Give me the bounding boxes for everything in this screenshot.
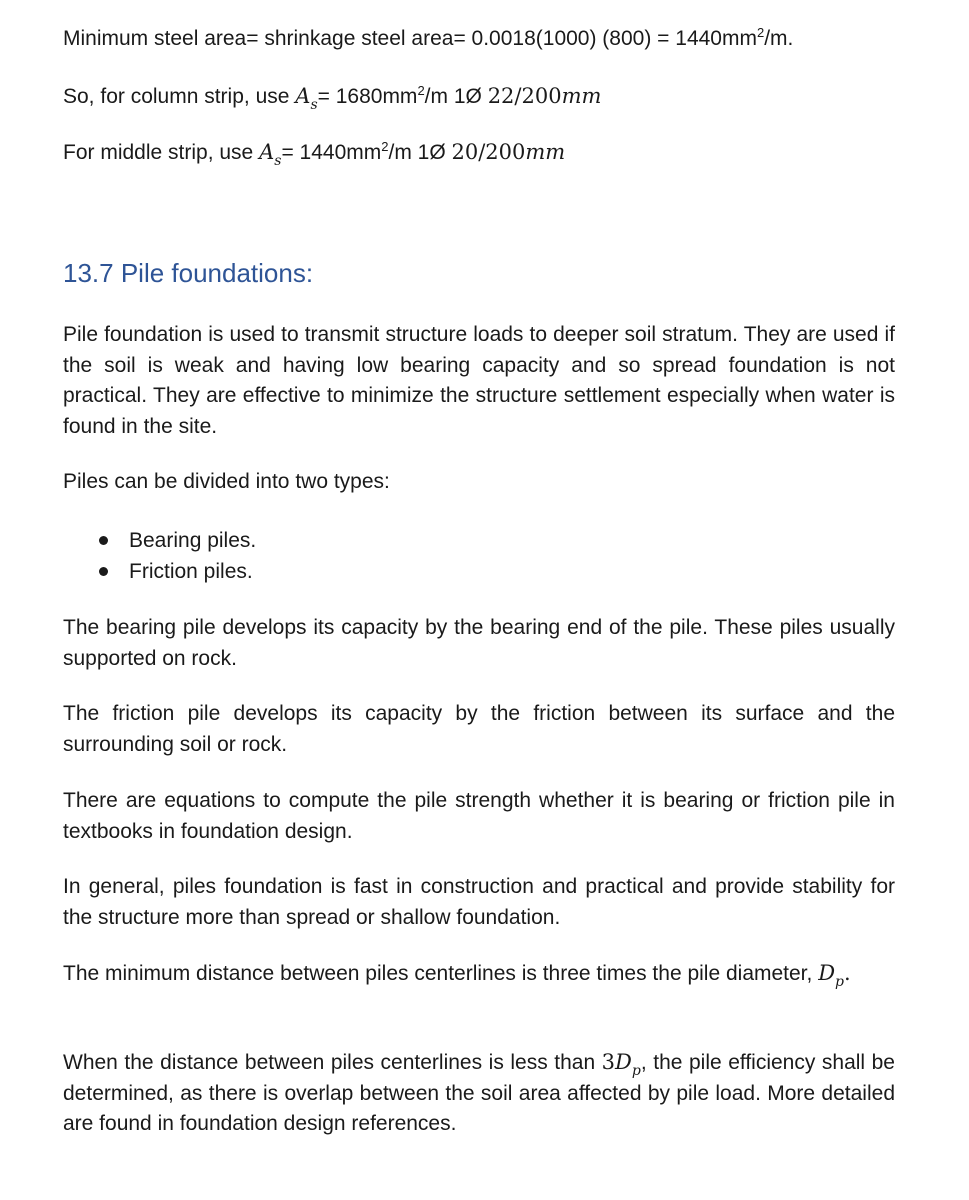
list-item-text: Friction piles. — [129, 560, 253, 583]
period: . — [844, 961, 851, 985]
bar-spec: 22/200 — [487, 84, 562, 108]
bearing-pile-paragraph: The bearing pile develops its capacity by the bearing end of the pile. These piles usually supported on rock. — [63, 616, 895, 670]
math-unit: mm — [525, 140, 566, 164]
friction-pile-paragraph: The friction pile develops its capacity by the friction between its surface and the surrounding soil or rock. — [63, 702, 895, 756]
general-paragraph: In general, piles foundation is fast in construction and practical and provide stability for the structure more than spread or shallow foundation. — [63, 875, 895, 929]
middle-strip-label: For middle strip, use — [63, 141, 260, 164]
types-intro-paragraph: Piles can be divided into two types: — [63, 470, 390, 493]
math-variable: A — [295, 84, 311, 108]
min-distance-text: The minimum distance between piles centerlines is three times the pile diameter, — [63, 962, 813, 985]
math-subscript: p — [631, 1063, 641, 1079]
min-steel-area-text: Minimum steel area= shrinkage steel area= 0.0018(1000) (800) = 1440mm — [63, 27, 757, 50]
unit-text: /m. — [764, 27, 794, 50]
steel-area-value: = 1440mm — [281, 141, 382, 164]
superscript: 2 — [756, 25, 765, 40]
pile-types-list — [99, 525, 256, 587]
math-subscript: p — [835, 974, 845, 990]
math-subscript: s — [310, 97, 318, 113]
list-item-text: Bearing piles. — [129, 529, 257, 552]
column-strip-label: So, for column strip, use — [63, 85, 296, 108]
bar-count: /m 1Ø — [424, 85, 488, 108]
efficiency-text: When the distance between piles centerlines is less than — [63, 1051, 602, 1074]
equations-paragraph: There are equations to compute the pile strength whether it is bearing or friction pile in textbooks in foundation design. — [63, 789, 895, 843]
steel-area-value: = 1680mm — [317, 85, 418, 108]
efficiency-paragraph — [63, 1047, 895, 1140]
superscript: 2 — [381, 139, 389, 154]
superscript: 2 — [417, 83, 425, 98]
intro-paragraph: Pile foundation is used to transmit structure loads to deeper soil stratum. They are used if the soil is weak and having low bearing capacity and so spread foundation is not practical. They are effective to minimize the structure settlement especially when water is found in the site. — [63, 323, 895, 438]
column-strip-line — [63, 81, 601, 112]
math-variable: D — [615, 1050, 632, 1074]
math-unit: mm — [561, 84, 602, 108]
bar-count: /m 1Ø — [388, 141, 452, 164]
min-distance-paragraph — [63, 958, 895, 990]
math-number: 3 — [601, 1050, 616, 1074]
middle-strip-line — [63, 137, 565, 168]
section-heading: 13.7 Pile foundations: — [63, 258, 314, 288]
math-variable: A — [259, 140, 275, 164]
bullet-icon — [99, 536, 108, 545]
list-item — [99, 525, 256, 556]
bullet-icon — [99, 567, 108, 576]
min-steel-area-line — [63, 24, 793, 54]
math-subscript: s — [274, 153, 282, 169]
list-item — [99, 556, 256, 587]
math-variable: D — [818, 961, 836, 985]
efficiency-text-rest: , the pile efficiency shall be determined, as there is overlap between the soil area affected by pile load. More detailed are found in foundation design references. — [63, 1051, 895, 1135]
bar-spec: 20/200 — [451, 140, 526, 164]
